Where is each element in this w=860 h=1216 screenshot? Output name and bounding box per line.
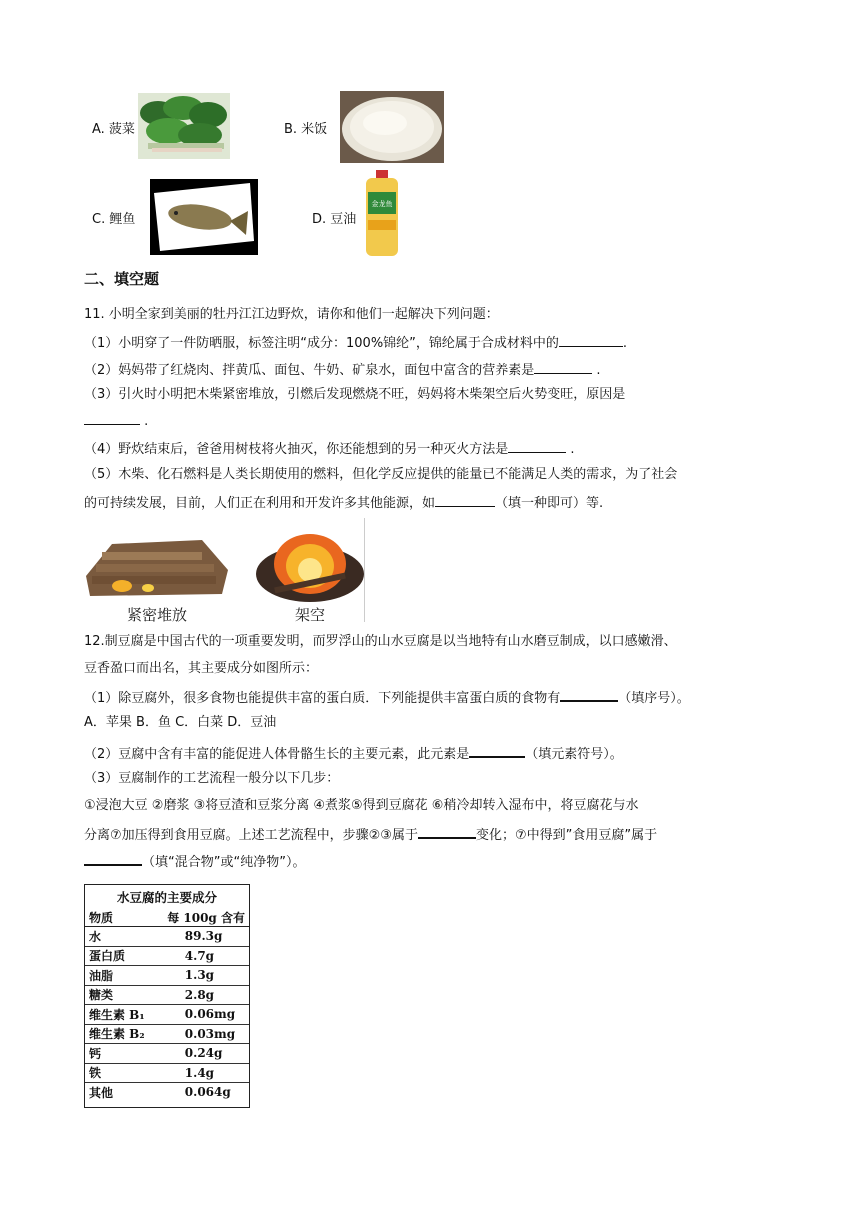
q11-part1: （1）小明穿了一件防晒服，标签注明“成分：100%锦纶”，锦纶属于合成材料中的 . — [84, 332, 627, 354]
table-cell-amount: 1.3g — [155, 966, 249, 986]
answer-blank-3[interactable] — [84, 410, 140, 425]
table-row — [85, 985, 249, 1005]
q12-part2: （2）豆腐中含有丰富的能促进人体骨骼生长的主要元素，此元素是 （填元素符号）。 — [84, 742, 623, 765]
q12-steps-line1: ①浸泡大豆 ②磨浆 ③将豆渣和豆浆分离 ④煮浆⑤得到豆腐花 ⑥稍冷却转入湿布中，将豆腐花与水 — [84, 798, 639, 813]
q11-part4: （4）野炊结束后，爸爸用树枝将火抽灭，你还能想到的另一种灭火方法是 . — [84, 438, 575, 460]
q11-part2: （2）妈妈带了红烧肉、拌黄瓜、面包、牛奶、矿泉水，面包中富含的营养素是 . — [84, 359, 601, 381]
caption-elevated: 架空 — [294, 606, 325, 624]
answer-blank-6[interactable] — [560, 686, 618, 702]
option-a-label: A. 菠菜 — [92, 122, 135, 137]
answer-blank-8[interactable] — [418, 823, 476, 839]
q12-intro-line2: 豆香盈口而出名，其主要成分如图所示： — [84, 661, 319, 676]
table-row — [85, 1063, 249, 1083]
answer-blank-4[interactable] — [508, 438, 566, 453]
q12-steps-line3: （填“混合物”或“纯净物”）。 — [84, 850, 305, 873]
table-cell-amount: 0.03mg — [155, 1024, 249, 1044]
table-cell-amount: 0.064g — [155, 1083, 249, 1102]
table-cell-substance: 铁 — [85, 1063, 155, 1083]
q11-intro: 11. 小明全家到美丽的牡丹江江边野炊，请你和他们一起解决下列问题： — [84, 307, 499, 322]
table-cell-substance: 钙 — [85, 1044, 155, 1064]
answer-blank-1[interactable] — [559, 332, 623, 347]
carp-image — [150, 179, 258, 255]
table-cell-amount: 1.4g — [155, 1063, 249, 1083]
table-row — [85, 966, 249, 986]
table-cell-substance: 油脂 — [85, 966, 155, 986]
spinach-image — [138, 93, 230, 159]
q12-part1: （1）除豆腐外，很多食物也能提供丰富的蛋白质．下列能提供丰富蛋白质的食物有 （填序号）。 — [84, 686, 690, 709]
table-cell-amount: 89.3g — [155, 927, 249, 947]
table-cell-substance: 维生素 B₁ — [85, 1005, 155, 1025]
table-title: 水豆腐的主要成分 — [116, 890, 217, 905]
table-row — [85, 1044, 249, 1064]
table-header-per100g: 每 100g 含有 — [167, 911, 245, 925]
q11-part5: （5）木柴、化石燃料是人类长期使用的燃料，但化学反应提供的能量已不能满足人类的需求，为了社会 — [84, 467, 678, 482]
rice-image — [340, 91, 444, 163]
answer-blank-2[interactable] — [534, 359, 592, 374]
dense-stack-fire-image — [82, 530, 230, 600]
table-row — [85, 1024, 249, 1044]
nutrition-table — [84, 884, 250, 1108]
table-cell-amount: 2.8g — [155, 985, 249, 1005]
q12-choices: A．苹果 B．鱼 C．白菜 D．豆油 — [84, 715, 277, 730]
table-cell-substance: 维生素 B₂ — [85, 1024, 155, 1044]
table-cell-substance: 水 — [85, 927, 155, 947]
table-row — [85, 927, 249, 947]
soybean-oil-image — [360, 170, 404, 258]
table-row — [85, 946, 249, 966]
image-divider — [364, 518, 365, 622]
answer-blank-9[interactable] — [84, 850, 142, 866]
q11-part3: （3）引火时小明把木柴紧密堆放，引燃后发现燃烧不旺，妈妈将木柴架空后火势变旺，原因是 — [84, 387, 626, 402]
q11-part3-cont: . — [84, 410, 148, 432]
option-b-label: B. 米饭 — [284, 122, 328, 137]
table-cell-amount: 0.06mg — [155, 1005, 249, 1025]
option-c-label: C. 鲤鱼 — [92, 212, 136, 227]
answer-blank-7[interactable] — [469, 742, 525, 758]
option-d-label: D. 豆油 — [312, 212, 357, 227]
section-title: 二、填空题 — [84, 270, 160, 288]
q12-part3: （3）豆腐制作的工艺流程一般分以下几步： — [84, 771, 340, 786]
table-cell-amount: 0.24g — [155, 1044, 249, 1064]
answer-blank-5[interactable] — [435, 492, 495, 507]
oil-brand-label: 金龙鱼 — [371, 200, 393, 208]
table-cell-substance: 其他 — [85, 1083, 155, 1102]
table-cell-amount: 4.7g — [155, 946, 249, 966]
q12-steps-line2: 分离⑦加压得到食用豆腐。上述工艺流程中，步骤②③属于 变化；⑦中得到”食用豆腐”属于 — [84, 823, 657, 846]
caption-dense-stack: 紧密堆放 — [126, 606, 187, 624]
table-cell-substance: 糖类 — [85, 985, 155, 1005]
table-row — [85, 1083, 249, 1102]
table-row — [85, 1005, 249, 1025]
table-cell-substance: 蛋白质 — [85, 946, 155, 966]
elevated-fire-image — [254, 518, 366, 604]
q11-part5-cont: 的可持续发展，目前，人们正在利用和开发许多其他能源，如 （填一种即可）等. — [84, 492, 603, 514]
table-header-substance: 物质 — [89, 911, 114, 925]
q12-intro-line1: 12.制豆腐是中国古代的一项重要发明，而罗浮山的山水豆腐是以当地特有山水磨豆制成，以口感嫩滑、 — [84, 634, 677, 649]
